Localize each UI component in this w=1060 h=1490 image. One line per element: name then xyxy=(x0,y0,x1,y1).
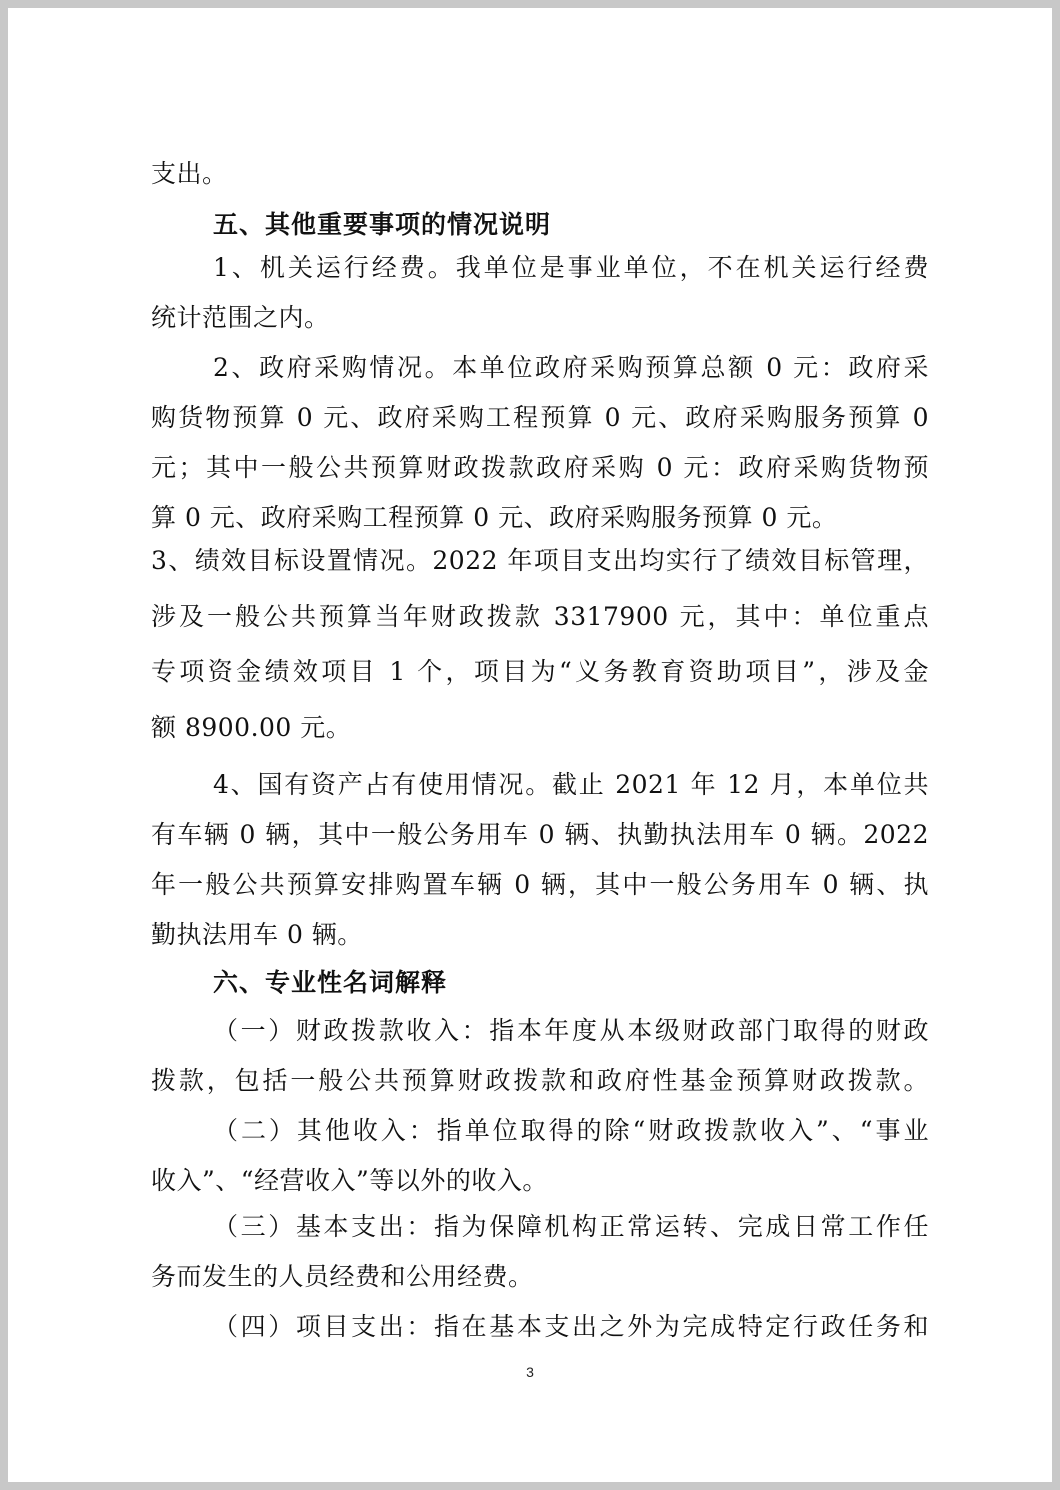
paragraph-line: 年一般公共预算安排购置车辆 0 辆，其中一般公务用车 0 辆、执 xyxy=(151,870,929,899)
paragraph-line: 元；其中一般公共预算财政拨款政府采购 0 元：政府采购货物预 xyxy=(151,453,929,482)
paragraph-line: 统计范围之内。 xyxy=(151,303,330,332)
paragraph-line: 算 0 元、政府采购工程预算 0 元、政府采购服务预算 0 元。 xyxy=(151,503,838,532)
section-heading-5: 五、其他重要事项的情况说明 xyxy=(213,210,552,239)
paragraph-line: 务而发生的人员经费和公用经费。 xyxy=(151,1262,534,1291)
paragraph-line: （三）基本支出：指为保障机构正常运转、完成日常工作任 xyxy=(213,1212,929,1241)
paragraph-line: 4、国有资产占有使用情况。截止 2021 年 12 月，本单位共 xyxy=(213,770,929,799)
paragraph-line: （四）项目支出：指在基本支出之外为完成特定行政任务和 xyxy=(213,1312,929,1341)
paragraph-line: 专项资金绩效项目 1 个，项目为“义务教育资助项目”，涉及金 xyxy=(151,657,929,686)
paragraph-line: 涉及一般公共预算当年财政拨款 3317900 元，其中：单位重点 xyxy=(151,602,929,631)
paragraph-line: （一）财政拨款收入：指本年度从本级财政部门取得的财政 xyxy=(213,1016,929,1045)
paragraph-line: 勤执法用车 0 辆。 xyxy=(151,920,363,949)
paragraph-line: 收入”、“经营收入”等以外的收入。 xyxy=(151,1166,548,1195)
paragraph-line: 支出。 xyxy=(151,159,228,188)
paragraph-line: 购货物预算 0 元、政府采购工程预算 0 元、政府采购服务预算 0 xyxy=(151,403,929,432)
paragraph-line: 拨款，包括一般公共预算财政拨款和政府性基金预算财政拨款。 xyxy=(151,1066,929,1095)
page-number: 3 xyxy=(526,1364,534,1380)
paragraph-line: 额 8900.00 元。 xyxy=(151,713,352,742)
paragraph-line: 1、机关运行经费。我单位是事业单位，不在机关运行经费 xyxy=(213,253,929,282)
section-heading-6: 六、专业性名词解释 xyxy=(213,968,448,997)
document-page xyxy=(8,8,1052,1482)
paragraph-line: 3、绩效目标设置情况。2022 年项目支出均实行了绩效目标管理， xyxy=(151,546,929,575)
paragraph-line: 2、政府采购情况。本单位政府采购预算总额 0 元：政府采 xyxy=(213,353,929,382)
paragraph-line: （二）其他收入：指单位取得的除“财政拨款收入”、“事业 xyxy=(213,1116,929,1145)
paragraph-line: 有车辆 0 辆，其中一般公务用车 0 辆、执勤执法用车 0 辆。2022 xyxy=(151,820,929,849)
